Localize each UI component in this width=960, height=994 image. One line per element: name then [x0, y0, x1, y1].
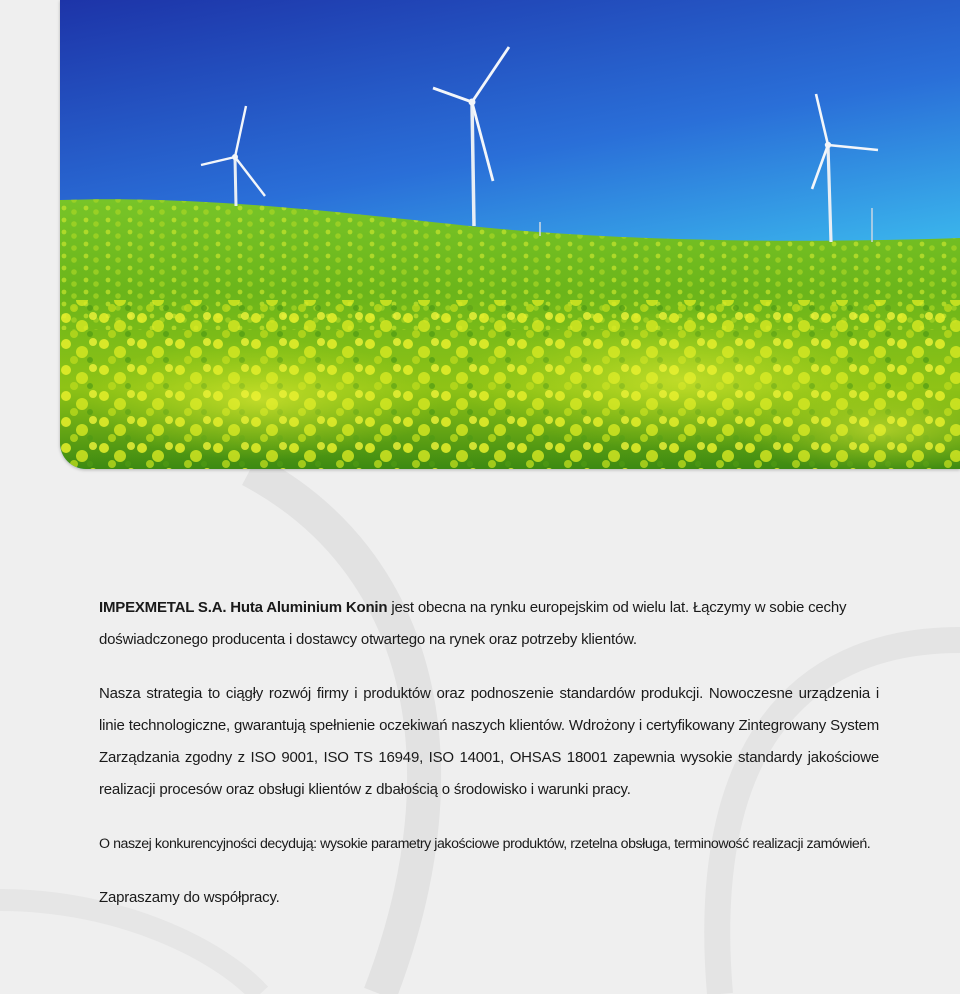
hero-image: [60, 0, 960, 469]
division-name: Huta Aluminium Konin: [230, 599, 388, 616]
closing-paragraph: Zapraszamy do współpracy.: [99, 889, 280, 906]
wind-turbines-rapeseed-field-photo: [60, 0, 960, 469]
company-name: IMPEXMETAL S.A.: [99, 599, 227, 616]
intro-paragraph: [99, 592, 879, 656]
intro-text: jest obecna na rynku europejskim od wielu lat. Łączymy w sobie cechy doświadczonego producenta i dostawcy otwartego na rynek oraz potrzeby klientów.: [99, 599, 847, 648]
company-description: [99, 592, 879, 914]
strategy-paragraph: Nasza strategia to ciągły rozwój firmy i produktów oraz podnoszenie standardów produkcji. Nowoczesne urządzenia i linie technologiczne, gwarantują spełnienie oczekiwań naszych klientów. Wdrożony i certyfikowany Zintegrowany System Zarządzania zgodny z ISO 9001, ISO TS 16949, ISO 14001, OHSAS 18001 zapewnia wysokie standardy jakościowe realizacji procesów oraz obsługi klientów z dbałością o środowisko i warunki pracy.: [99, 685, 879, 798]
competitiveness-paragraph: O naszej konkurencyjności decydują: wysokie parametry jakościowe produktów, rzetelna obsługa, terminowość realizacji zamówień.: [99, 836, 871, 852]
